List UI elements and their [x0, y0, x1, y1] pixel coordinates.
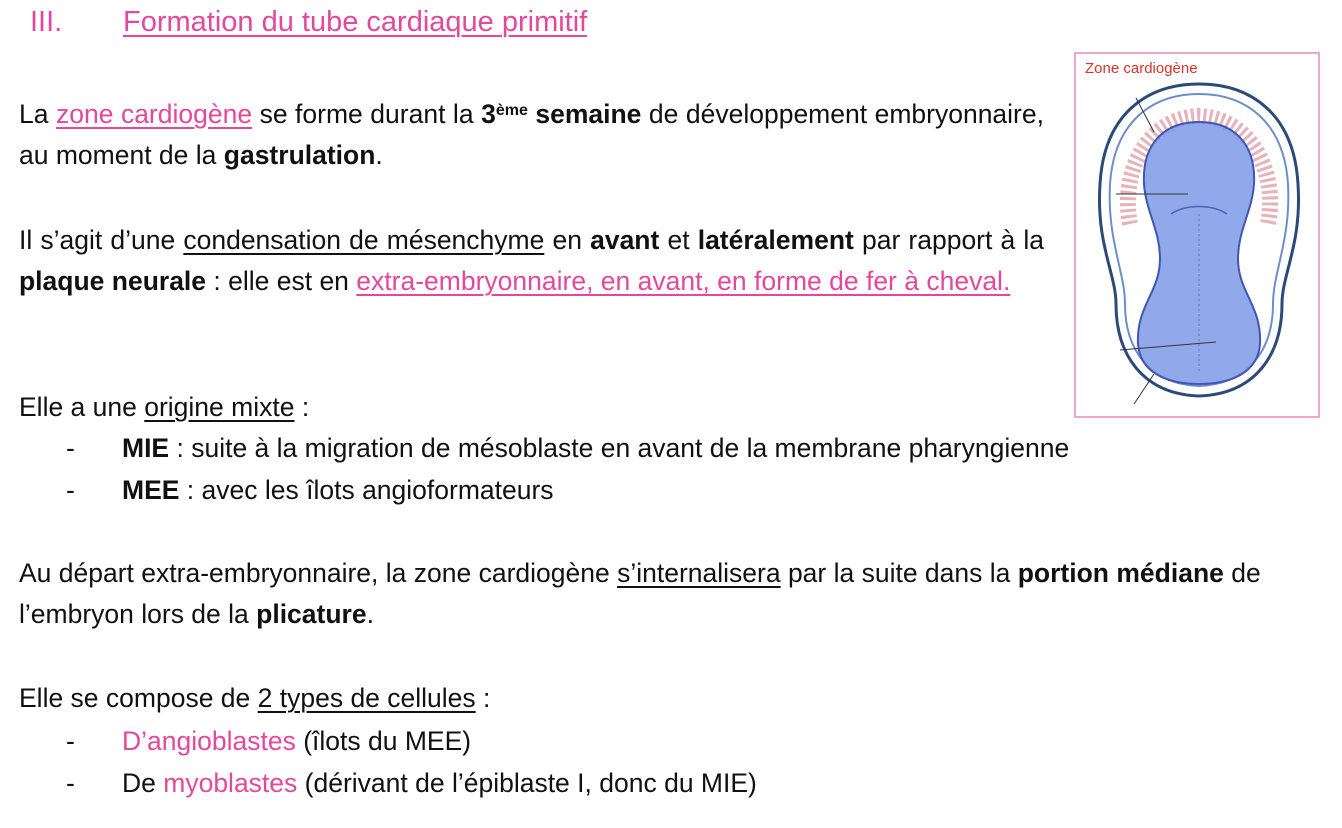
text: par la suite dans la: [780, 558, 1018, 588]
list-item: [66, 762, 757, 804]
bold-text: latéralement: [697, 225, 854, 255]
text: (îlots du MEE): [295, 726, 472, 756]
text: .: [366, 599, 374, 629]
paragraph-condensation: [19, 220, 1044, 302]
text: Au départ extra-embryonnaire, la zone cardiogène: [19, 558, 618, 588]
section-title: Formation du tube cardiaque primitif: [123, 6, 588, 38]
text: :: [294, 392, 310, 422]
text: :: [475, 683, 491, 713]
underlined-text: 2 types de cellules: [257, 683, 476, 713]
highlighted-text: myoblastes: [163, 768, 298, 798]
text: en: [544, 225, 591, 255]
list-item: [66, 469, 1069, 511]
underlined-text: s’internalisera: [617, 558, 781, 588]
origin-list: [66, 427, 1069, 511]
superscript: ème: [495, 102, 528, 119]
bold-text: avant: [590, 225, 660, 255]
list-item: [66, 427, 1069, 469]
underlined-text: origine mixte: [144, 392, 295, 422]
bold-text: portion médiane: [1017, 558, 1224, 588]
text: Elle a une: [19, 392, 145, 422]
bullet-dash: -: [66, 475, 75, 505]
highlighted-text: extra-embryonnaire, en avant, en forme de fer à cheval.: [356, 266, 1011, 296]
text: : suite à la migration de mésoblaste en avant de la membrane pharyngienne: [169, 433, 1070, 463]
paragraph-zone-cardiogene: [19, 94, 1044, 176]
text: De: [122, 768, 164, 798]
highlighted-text: D’angioblastes: [122, 726, 296, 756]
text: : elle est en: [206, 266, 357, 296]
text: Elle se compose de: [19, 683, 258, 713]
bold-text: MEE: [122, 475, 180, 505]
text: La: [19, 99, 56, 129]
paragraph-origine: [19, 387, 309, 428]
bold-text: gastrulation: [223, 140, 376, 170]
bullet-dash: -: [66, 768, 75, 798]
text: de l’embryon lors de la: [19, 558, 1261, 629]
text: se forme durant la: [252, 99, 482, 129]
text: et: [659, 225, 698, 255]
underlined-text: condensation de mésenchyme: [183, 225, 545, 255]
bold-text: MIE: [122, 433, 170, 463]
text: de développement embryonnaire, au moment de la: [19, 99, 1044, 170]
bold-text: plicature: [256, 599, 367, 629]
embryo-illustration: [1076, 54, 1322, 420]
text: : avec les îlots angioformateurs: [179, 475, 554, 505]
paragraph-composition: [19, 678, 490, 719]
section-number: III.: [30, 6, 63, 38]
bold-text: plaque neurale: [19, 266, 207, 296]
text: Il s’agit d’une: [19, 225, 184, 255]
section-heading: [30, 6, 587, 39]
bullet-dash: -: [66, 726, 75, 756]
text: (dérivant de l’épiblaste I, donc du MIE): [297, 768, 757, 798]
text: .: [375, 140, 383, 170]
bold-text: semaine: [527, 99, 642, 129]
bold-text: 3: [481, 99, 496, 129]
bullet-dash: -: [66, 433, 75, 463]
list-item: [66, 720, 757, 762]
paragraph-internalisation: [19, 553, 1309, 635]
figure-caption: Zone cardiogène: [1085, 60, 1198, 77]
term-zone-cardiogene: zone cardiogène: [55, 99, 253, 129]
embryo-figure: [1074, 52, 1320, 418]
cell-types-list: [66, 720, 757, 804]
text: par rapport à la: [853, 225, 1044, 255]
